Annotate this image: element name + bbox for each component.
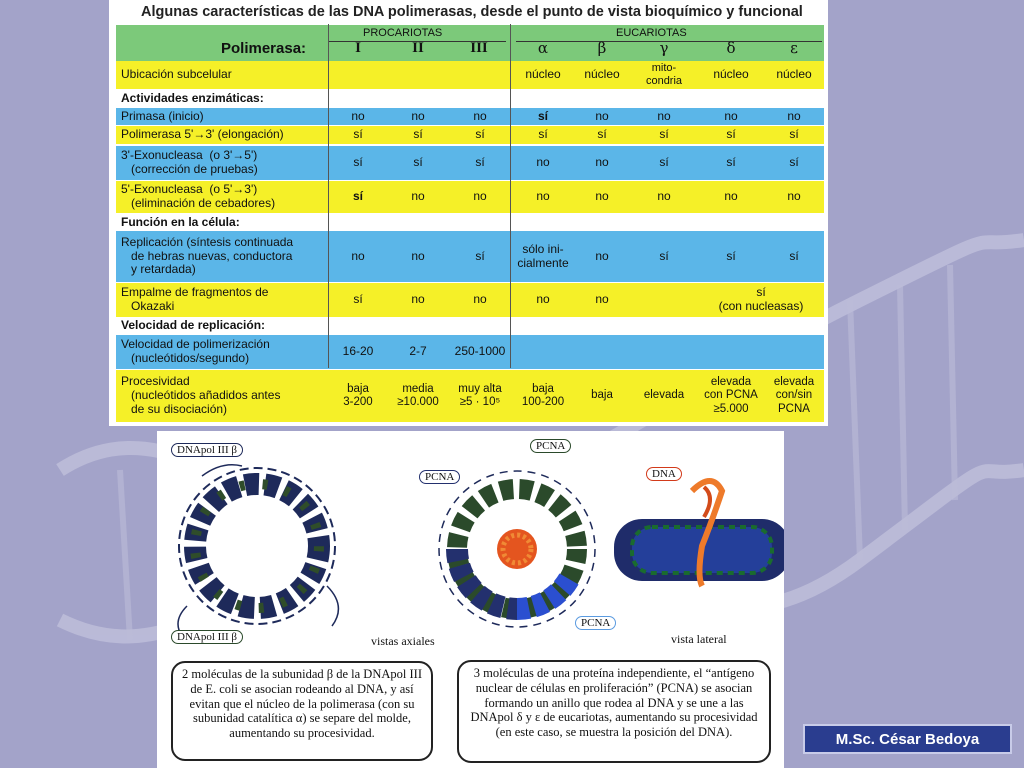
section-heading: Velocidad de replicación:	[121, 318, 266, 333]
cell-delta: sí	[726, 155, 736, 170]
cell-alpha: sí	[538, 127, 548, 142]
cell-I: no	[351, 248, 365, 263]
cell-I: sí	[352, 189, 363, 204]
row-procesividad	[116, 370, 824, 422]
cell-epsilon: núcleo	[776, 67, 812, 82]
label-dnapol-bottom: DNApol III β	[171, 630, 243, 644]
col-header-delta: δ	[726, 39, 736, 58]
row-velocidad	[116, 335, 824, 369]
cell-III: no	[473, 292, 487, 307]
cell-beta: no	[595, 155, 609, 170]
row-label: 5'-Exonucleasa (o 5'→3') (eliminación de cebadores)	[121, 182, 276, 210]
cell-III: muy alta ≥5 · 10⁵	[458, 382, 502, 408]
cell-delta: no	[724, 189, 738, 204]
cell-alpha: sí	[537, 108, 548, 123]
row-label: Primasa (inicio)	[121, 108, 204, 123]
cell-delta: núcleo	[713, 67, 749, 82]
cell-beta: no	[595, 292, 609, 307]
group-prokaryotes: PROCARIOTAS	[363, 27, 443, 39]
text-axial-views: vistas axiales	[371, 634, 435, 648]
row-replicacion	[116, 231, 824, 282]
cell-I: 16-20	[342, 344, 374, 359]
header-row	[116, 25, 824, 61]
row-label: Replicación (síntesis continuada de hebras nuevas, conductora y retardada)	[121, 234, 294, 277]
cell-I: baja 3-200	[343, 382, 373, 408]
cell-beta: no	[595, 189, 609, 204]
cell-delta: elevada con PCNA ≥5.000	[704, 376, 758, 415]
cell-epsilon: elevada con/sin PCNA	[773, 376, 815, 415]
cell-III: 250-1000	[454, 344, 506, 359]
col-header-epsilon: ε	[790, 39, 798, 58]
cell-II: sí	[413, 155, 423, 170]
row-exonuclease-3-5	[116, 146, 824, 180]
cell-epsilon: sí	[789, 127, 799, 142]
col-header-beta: β	[597, 39, 607, 58]
cell-I: sí	[353, 127, 363, 142]
cell-I: no	[351, 108, 365, 123]
cell-III: sí	[475, 248, 485, 263]
cell-gamma: sí	[659, 248, 669, 263]
cell-delta: sí	[726, 127, 736, 142]
cell-alpha: sólo ini- cialmente	[517, 241, 569, 270]
cell-II: sí	[413, 127, 423, 142]
group-eukaryotes: EUCARIOTAS	[616, 27, 687, 39]
heading-velocidad	[116, 318, 824, 334]
cell-delta: no	[724, 108, 738, 123]
cell-gamma: sí	[659, 127, 669, 142]
cell-alpha: no	[536, 155, 550, 170]
label-dnapol-top: DNApol III β	[171, 443, 243, 457]
col-header-gamma: γ	[659, 39, 669, 58]
caption-beta-clamp: 2 moléculas de la subunidad β de la DNApol III de E. coli se asocian rodeando al DNA, y así evitan que el núcleo de la polimerasa (con su subunidad catalítica α) se separe del molde, aumentando su procesividad.	[171, 661, 433, 761]
dna-polymerase-table	[109, 0, 828, 426]
section-heading: Actividades enzimáticas:	[121, 90, 264, 105]
cell-III: sí	[475, 155, 485, 170]
row-ubicacion	[116, 61, 824, 89]
cell-II: no	[411, 292, 425, 307]
label-dna: DNA	[646, 467, 682, 481]
author-badge: M.Sc. César Bedoya	[803, 724, 1012, 754]
row-label: Procesividad (nucleótidos añadidos antes de su disociación)	[121, 374, 281, 416]
col-header-III: III	[470, 40, 488, 57]
col-header-alpha: α	[537, 39, 549, 58]
row-label: Velocidad de polimerización (nucleótidos/segundo)	[121, 337, 270, 365]
cell-beta: núcleo	[584, 67, 620, 82]
protein-ring-illustrations	[157, 431, 784, 661]
row-label: 3'-Exonucleasa (o 3'→5') (corrección de pruebas)	[121, 148, 258, 176]
col-header-II: II	[412, 40, 424, 57]
heading-funcion	[116, 215, 824, 230]
heading-actividades	[116, 91, 824, 106]
cell-beta: no	[595, 108, 609, 123]
cell-II: media ≥10.000	[397, 382, 439, 408]
cell-II: no	[411, 189, 425, 204]
header-label: Polimerasa:	[221, 40, 307, 58]
cell-alpha: no	[536, 292, 550, 307]
table-title: Algunas características de las DNA polimerasas, desde el punto de vista bioquímico y funcional	[141, 4, 803, 20]
cell-alpha: baja 100-200	[521, 382, 565, 408]
cell-gamma: mito- condria	[645, 62, 683, 87]
row-exonuclease-5-3	[116, 181, 824, 213]
cell-alpha: no	[536, 189, 550, 204]
cell-II: no	[411, 108, 425, 123]
cell-gamma: sí	[659, 155, 669, 170]
cell-delta-epsilon: sí (con nucleasas)	[718, 285, 804, 313]
cell-delta: sí	[726, 248, 736, 263]
section-heading: Función en la célula:	[121, 214, 240, 229]
row-polimerasa	[116, 126, 824, 144]
row-primasa	[116, 108, 824, 125]
cell-II: 2-7	[409, 344, 427, 359]
caption-pcna: 3 moléculas de una proteína independiente, el “antígeno nuclear de células en proliferación” (PCNA) se asocian formando un anillo que rodea al DNA y se une a las DNApol δ y ε de eucariotas, aumentando su procesividad (en este caso, se muestra la posición del DNA).	[457, 660, 771, 763]
cell-I: sí	[353, 155, 363, 170]
col-header-I: I	[355, 40, 361, 57]
cell-II: no	[411, 248, 425, 263]
row-empalme	[116, 283, 824, 317]
label-pcna-bottom: PCNA	[575, 616, 616, 630]
cell-gamma: no	[657, 189, 671, 204]
label-pcna-top: PCNA	[530, 439, 571, 453]
cell-epsilon: no	[787, 108, 801, 123]
cell-beta: baja	[591, 389, 613, 402]
cell-beta: sí	[597, 127, 607, 142]
cell-beta: no	[595, 248, 609, 263]
label-pcna-left: PCNA	[419, 470, 460, 484]
row-label: Ubicación subcelular	[121, 67, 232, 82]
cell-gamma: elevada	[643, 389, 685, 402]
cell-epsilon: sí	[789, 155, 799, 170]
cell-epsilon: sí	[789, 248, 799, 263]
text-lateral-view: vista lateral	[671, 632, 727, 646]
cell-III: no	[473, 189, 487, 204]
cell-gamma: no	[657, 108, 671, 123]
cell-III: sí	[475, 127, 485, 142]
cell-I: sí	[353, 292, 363, 307]
cell-III: no	[473, 108, 487, 123]
row-label: Polimerasa 5'→3' (elongación)	[121, 127, 284, 142]
clamp-structures-figure	[157, 431, 784, 768]
cell-alpha: núcleo	[525, 67, 561, 82]
row-label: Empalme de fragmentos de Okazaki	[121, 285, 269, 313]
cell-epsilon: no	[787, 189, 801, 204]
